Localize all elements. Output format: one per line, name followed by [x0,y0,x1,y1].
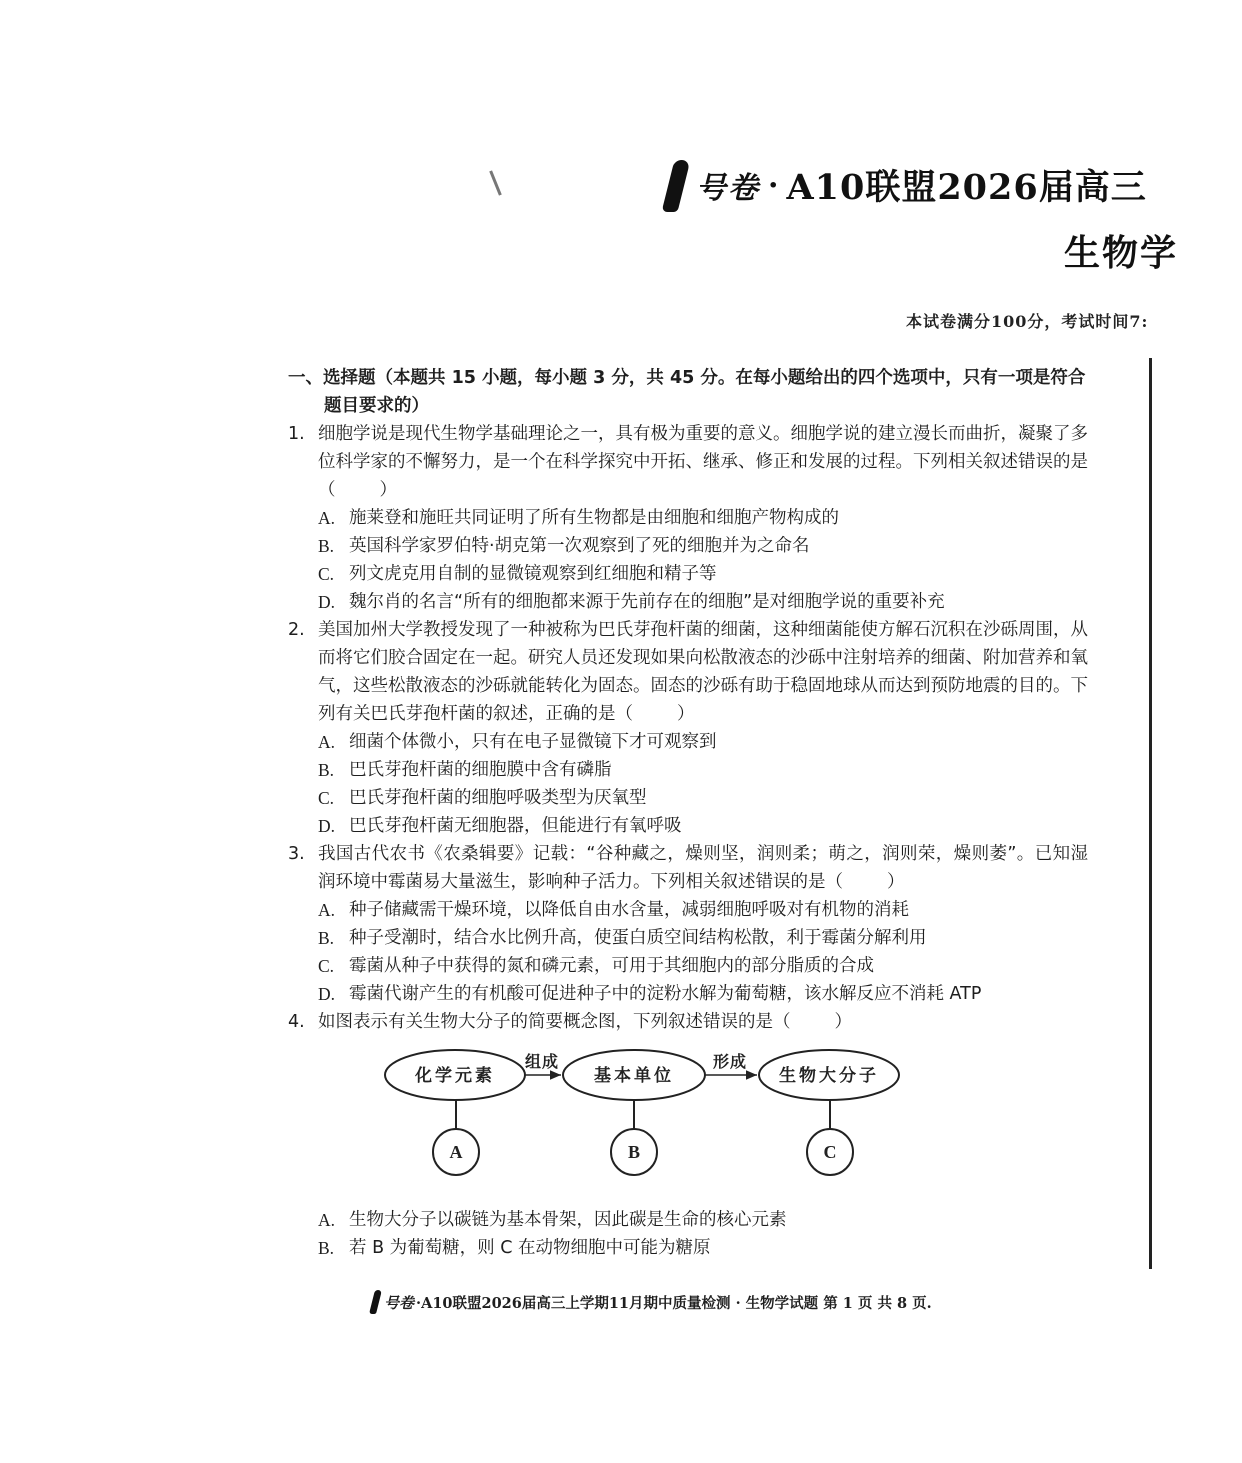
page-footer [372,1290,932,1314]
option-4a [288,1206,1088,1234]
question-number: 1. [288,424,305,444]
option-letter: A. [318,900,336,920]
option-letter: D. [318,984,336,1004]
option-text: 种子受潮时，结合水比例升高，使蛋白质空间结构松散，利于霉菌分解利用 [349,928,927,948]
footer-logo-brush-icon [369,1290,382,1314]
section-heading: 一、选择题（本题共 15 小题，每小题 3 分，共 45 分。在每小题给出的四个选项中，只有一项是符合题目要求的） [288,368,1086,416]
scan-artifact-mark [489,170,502,195]
option-letter: B. [318,760,335,780]
option-letter: B. [318,928,335,948]
option-1d [288,588,1088,616]
node-label: 生物大分子 [779,1066,879,1086]
option-letter: B. [318,1238,335,1258]
footer-logo-text: 号卷 [384,1293,415,1312]
option-letter: D. [318,592,336,612]
question-content [288,364,1088,1036]
option-letter: C. [318,564,335,584]
question-stem-text: 如图表示有关生物大分子的简要概念图，下列叙述错误的是（ [318,1012,791,1032]
option-text: 细菌个体微小，只有在电子显微镜下才可观察到 [349,732,717,752]
option-text: 巴氏芽孢杆菌的细胞膜中含有磷脂 [349,760,612,780]
question-1 [288,420,1088,504]
exam-title: A10联盟2026届高三 [786,167,1147,208]
exam-header-title [668,150,1147,220]
option-4b [288,1234,1088,1262]
circle-label: A [449,1142,463,1162]
option-text: 霉菌代谢产生的有机酸可促进种子中的淀粉水解为葡萄糖，该水解反应不消耗 ATP [349,984,982,1004]
margin-divider-line [1149,358,1152,1269]
question-number: 3. [288,844,305,864]
brand-logo-brush-icon [662,160,691,212]
option-text: 施莱登和施旺共同证明了所有生物都是由细胞和细胞产物构成的 [349,508,839,528]
question-stem [318,1008,1088,1036]
option-text: 生物大分子以碳链为基本骨架，因此碳是生命的核心元素 [349,1210,787,1230]
option-2d [288,812,1088,840]
question-number: 4. [288,1012,305,1032]
diagram-node-basic-units [563,1050,705,1100]
option-text: 种子储藏需干燥环境，以降低自由水含量，减弱细胞呼吸对有机物的消耗 [349,900,909,920]
option-letter: B. [318,536,335,556]
answer-blank-close: ） [887,872,905,892]
answer-blank-close: ） [677,704,695,724]
option-letter: A. [318,732,336,752]
option-letter: C. [318,956,335,976]
option-letter: A. [318,508,336,528]
diagram-circle-c [807,1100,853,1175]
option-letter: A. [318,1210,336,1230]
diagram-circle-a [433,1100,479,1175]
diagram-edge-compose [525,1052,561,1075]
option-letter: D. [318,816,336,836]
diagram-node-chemical-elements [385,1050,525,1100]
exam-info-line: 本试卷满分100分，考试时间7: [906,312,1149,331]
question-stem-text: 我国古代农书《农桑辑要》记载：“谷种藏之，燥则坚，润则柔；萌之，润则荣，燥则萎”。已知湿润环境中霉菌易大量滋生，影响种子活力。下列相关叙述错误的是（ [318,844,1088,892]
node-label: 化学元素 [415,1066,495,1086]
concept-diagram [370,1042,920,1187]
subject-title: 生物学 [1064,232,1179,274]
question-stem-text: 美国加州大学教授发现了一种被称为巴氏芽孢杆菌的细菌，这种细菌能使方解石沉积在沙砾周围，从而将它们胶合固定在一起。研究人员还发现如果向松散液态的沙砾中注射培养的细菌、附加营养和氧气，这些松散液态的沙砾就能转化为固态。固态的沙砾有助于稳固地球从而达到预防地震的目的。下列有关巴氏芽孢杆菌的叙述，正确的是（ [318,620,1088,724]
option-1a [288,504,1088,532]
edge-label: 组成 [524,1052,560,1071]
option-3a [288,896,1088,924]
option-text: 巴氏芽孢杆菌的细胞呼吸类型为厌氧型 [349,788,647,808]
diagram-circle-b [611,1100,657,1175]
option-text: 列文虎克用自制的显微镜观察到红细胞和精子等 [349,564,717,584]
option-3c [288,952,1088,980]
question-stem [318,616,1088,728]
answer-blank-close: ） [834,1012,852,1032]
option-text: 巴氏芽孢杆菌无细胞器，但能进行有氧呼吸 [349,816,682,836]
question-stem-text: 细胞学说是现代生物学基础理论之一，具有极为重要的意义。细胞学说的建立漫长而曲折，凝聚了多位科学家的不懈努力，是一个在科学探究中开拓、继承、修正和发展的过程。下列相关叙述错误的是（ [318,424,1088,500]
question-4-options [288,1206,1088,1262]
option-text: 魏尔肖的名言“所有的细胞都来源于先前存在的细胞”是对细胞学说的重要补充 [349,592,945,612]
diagram-edge-form [705,1052,757,1075]
option-text: 若 B 为葡萄糖，则 C 在动物细胞中可能为糖原 [349,1238,711,1258]
question-3 [288,840,1088,896]
option-1c [288,560,1088,588]
question-4 [288,1008,1088,1036]
footer-text: ·A10联盟2026届高三上学期11月期中质量检测 · 生物学试题 第 1 页 共 8 页. [416,1294,932,1312]
option-2a [288,728,1088,756]
answer-blank-close: ） [379,480,397,500]
node-label: 基本单位 [594,1066,674,1086]
option-text: 霉菌从种子中获得的氮和磷元素，可用于其细胞内的部分脂质的合成 [349,956,874,976]
title-separator: · [768,167,779,203]
option-3d [288,980,1088,1008]
circle-label: C [823,1142,837,1162]
option-text: 英国科学家罗伯特·胡克第一次观察到了死的细胞并为之命名 [349,536,810,556]
brand-logo-text: 号卷 [696,171,760,206]
question-2 [288,616,1088,728]
question-number: 2. [288,620,305,640]
diagram-node-macromolecules [759,1050,899,1100]
question-stem [318,420,1088,504]
option-letter: C. [318,788,335,808]
edge-label: 形成 [712,1052,748,1071]
option-3b [288,924,1088,952]
option-2b [288,756,1088,784]
option-1b [288,532,1088,560]
option-2c [288,784,1088,812]
question-stem [318,840,1088,896]
circle-label: B [627,1142,641,1162]
